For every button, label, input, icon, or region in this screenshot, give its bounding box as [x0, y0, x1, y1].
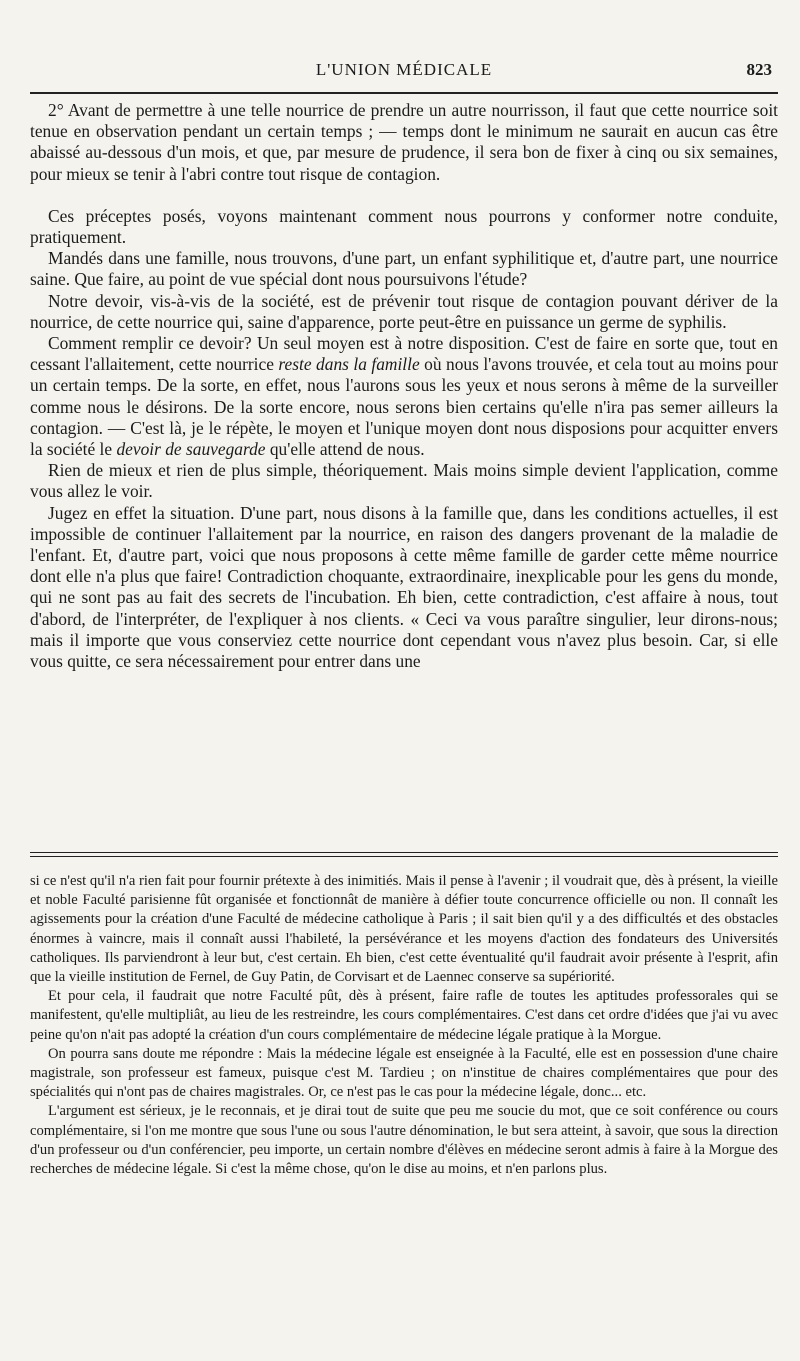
- page-number: 823: [746, 60, 772, 79]
- text-run: où nous l'avons trouvée, et cela tout au moins pour un certain temps. De la sorte, en effet, nous l'aurons sous les yeux et nous serons à même de la surveiller comme nous le désirons. De la sorte encore, nous serons bien certains qu'elle n'ira pas semer ailleurs la contagion. — C'est là, je le répète, le moyen et l'unique moyen dont nous disposions pour acquitter envers la société le: [30, 354, 779, 460]
- paragraph: Mandés dans une famille, nous trouvons, d'une part, un enfant syphilitique et, d'autre part, une nourrice saine. Que faire, au point de vue spécial dont nous poursuivons l'étude?: [30, 248, 778, 290]
- text-run: qu'elle attend de nous.: [265, 439, 425, 460]
- footnote-paragraph: L'argument est sérieux, je le reconnais, et je dirai tout de suite que peu me soucie du mot, que ce soit conférence ou cours complémentaire, si l'on me montre que sous l'une ou sous l'autre dénomination, le but sera atteint, à savoir, que sous la direction d'un professeur ou d'un conférencier, peu importe, un certain nombre d'élèves en médecine seront admis à faire à la Morgue des recherches de médecine légale. Si c'est la même chose, qu'on le dise au moins, et n'en parlons plus.: [30, 1103, 778, 1178]
- main-text: [30, 100, 778, 672]
- footnote-paragraph: Et pour cela, il faudrait que notre Faculté pût, dès à présent, faire rafle de toutes les aptitudes professorales qui se manifestent, qu'elle multipliât, au lieu de les restreindre, les cours complémentaires. C'est dans cet ordre d'idées que j'ai vu avec peine qu'on n'ait pas adopté la création d'un cours complémentaire de médecine légale pratique à la Morgue.: [30, 988, 778, 1043]
- paragraph: Jugez en effet la situation. D'une part, nous disons à la famille que, dans les conditions actuelles, il est impossible de continuer l'allaitement par la nourrice, en raison des dangers provenant de la maladie de l'enfant. Et, d'autre part, voici que nous proposons à cette même famille de garder cette même nourrice dont elle n'a plus que faire! Contradiction choquante, extraordinaire, inexplicable pour les gens du monde, qui ne sont pas au fait des secrets de l'incubation. Eh bien, cette contradiction, c'est affaire à nous, tout d'abord, de l'interpréter, de l'expliquer à nos clients. « Ceci va vous paraître singulier, leur dirons-nous; mais il importe que vous conserviez cette nourrice dont cependant vous n'avez plus besoin. Car, si elle vous quitte, ce sera nécessairement pour entrer dans une: [30, 502, 778, 672]
- header-rule: [30, 92, 778, 94]
- running-title: L'UNION MÉDICALE: [315, 60, 493, 79]
- paragraph: Ces préceptes posés, voyons maintenant comment nous pourrons y conformer notre conduite, pratiquement.: [30, 205, 778, 248]
- footnote-rule: [30, 852, 778, 857]
- page-header: [30, 58, 778, 86]
- paragraph: Rien de mieux et rien de plus simple, théoriquement. Mais moins simple devient l'application, comme vous allez le voir.: [30, 460, 778, 502]
- emphasis: devoir de sauvegarde: [116, 439, 266, 460]
- text-run: Comment remplir ce devoir? Un seul moyen est à notre disposition. C'est de faire en sorte que, tout en cessant l'allaitement, cette nourrice: [30, 333, 778, 375]
- footnote-paragraph: On pourra sans doute me répondre : Mais la médecine légale est enseignée à la Faculté, elle est en possession d'une chaire magistrale, son professeur est fameux, puisque c'est M. Tardieu ; on n'institue de chaires complémentaires que pour des spécialités qui n'ont pas de chaires magistrales. Or, ce n'est pas le cas pour la médecine légale, donc... etc.: [30, 1045, 778, 1101]
- paragraph: [30, 333, 778, 460]
- paragraph: Notre devoir, vis-à-vis de la société, est de prévenir tout risque de contagion pouvant dériver de la nourrice, de cette nourrice qui, saine d'apparence, porte peut-être en puissance un germe de syphilis.: [30, 290, 778, 332]
- footnote-paragraph: si ce n'est qu'il n'a rien fait pour fournir prétexte à des inimitiés. Mais il pense à l'avenir ; il voudrait que, dès à présent, la vieille et noble Faculté parisienne fût organisée et fonctionnât de manière à défier toute concurrence officielle ou non. Il connaît les agissements pour la création d'une Faculté de médecine catholique à Paris ; il sait bien qu'il y a des difficultés et des obstacles énormes à vaincre, mais il connaît aussi l'habileté, la persévérance et les moyens d'action des fondateurs des Universités catholiques. Ils parviendront à leur but, c'est certain. Eh bien, c'est cette éventualité qu'il faudrait avoir présente à l'esprit, afin que la vieille institution de Fernel, de Guy Patin, de Corvisart et de Laennec conserve sa supériorité.: [30, 873, 778, 986]
- footnotes: [30, 872, 778, 1179]
- paragraph: 2° Avant de permettre à une telle nourrice de prendre un autre nourrisson, il faut que cette nourrice soit tenue en observation pendant un certain temps ; — temps dont le minimum ne saurait en aucun cas être abaissé au-dessous d'un mois, et que, par mesure de prudence, il sera bon de fixer à cinq ou six semaines, pour mieux se tenir à l'abri contre tout risque de contagion.: [30, 100, 778, 184]
- emphasis: reste dans la famille: [278, 354, 420, 375]
